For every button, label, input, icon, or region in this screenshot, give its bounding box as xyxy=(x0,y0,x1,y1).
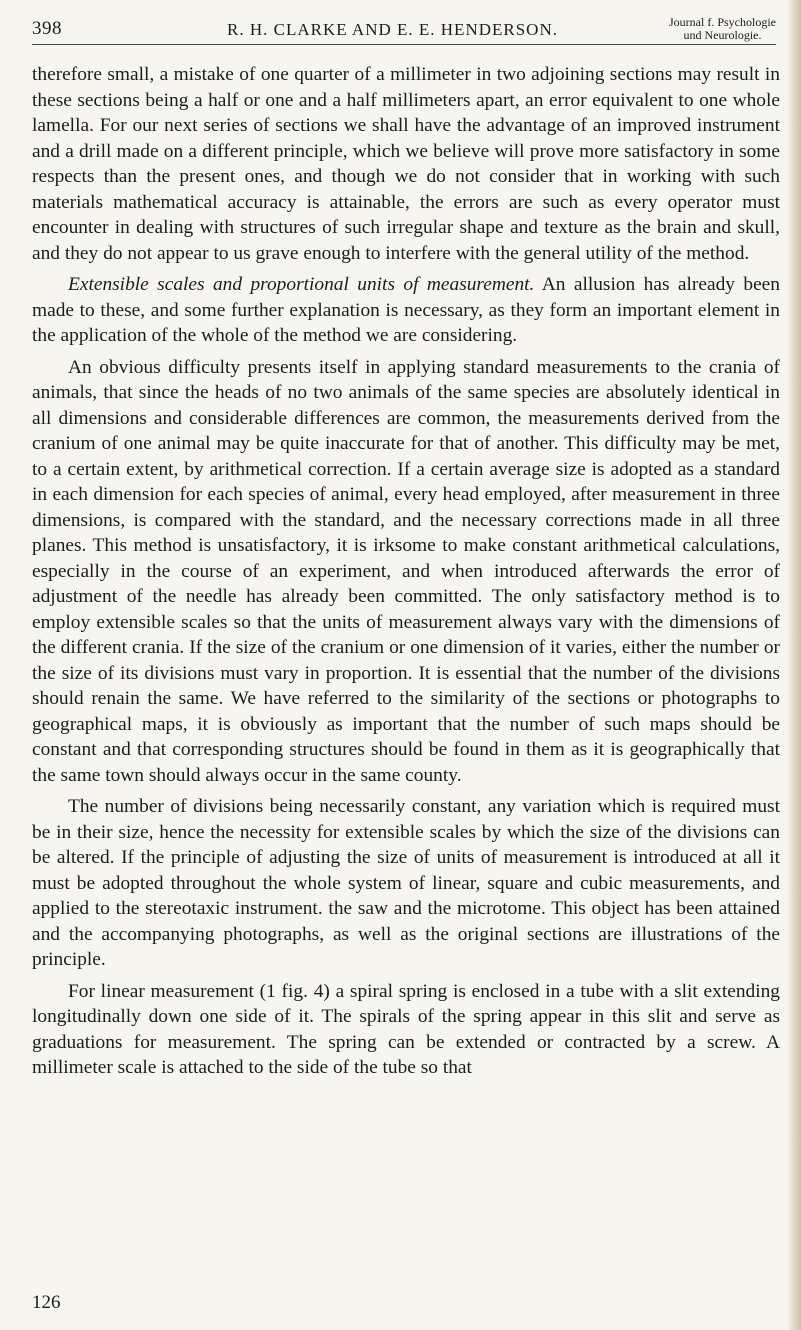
running-head xyxy=(32,12,784,46)
body-text xyxy=(32,62,780,1081)
header-rule xyxy=(32,44,776,45)
page-binding-edge xyxy=(787,0,801,1330)
paragraph-number-of-divisions: The number of divisions being necessarily constant, any variation which is required must be in their size, hence the necessity for extensible scales by which the size of the divisions can be altered. If the principle of adjusting the size of units of measurement is introduced at all it must be adopted throughout the whole system of linear, square and cubic measurements, and applied to the stereotaxic instrument. the saw and the microtome. This object has been attained and the accompanying photographs, as well as the original sections are illustrations of the principle. xyxy=(32,796,780,970)
journal-name-line-2: und Neurologie. xyxy=(683,28,762,42)
paragraph-extensible-scales xyxy=(32,272,780,349)
paragraph-text: An allusion has already been made to these, and some further explanation is necessary, as they form an important element in the application of the whole of the method we are considering. xyxy=(32,274,780,346)
paragraph-continuation: therefore small, a mistake of one quarter of a millimeter in two adjoining sections may result in these sections being a half or one and a half millimeters apart, an error equivalent to one whole lamella. For our next series of sections we shall have the advantage of an improved instrument and a drill made on a different principle, which we believe will prove more satisfactory in some respects than the present ones, and though we do not consider that in working with such materials mathematical accuracy is attainable, the errors are such as every operator must encounter in dealing with structures of such irregular shape and texture as the brain and skull, and they do not appear to us grave enough to interfere with the general utility of the method. xyxy=(32,64,780,264)
page-number: 398 xyxy=(32,18,62,39)
running-head-authors: R. H. CLARKE AND E. E. HENDERSON. xyxy=(227,20,558,39)
journal-name-line-1: Journal f. Psychologie xyxy=(669,15,776,29)
paragraph-obvious-difficulty: An obvious difficulty presents itself in applying standard measurements to the crania of animals, that since the heads of no two animals of the same species are absolutely identical in all dimensions and considerable differences are common, the measurements derived from the cranium of one animal may be quite inaccurate for that of another. This difficulty may be met, to a certain extent, by arithmetical correction. If a certain average size is adopted as a standard in each dimension for each species of animal, every head employed, after measurement in three dimensions, is compared with the standard, and the necessary corrections made in all three planes. This method is unsatisfactory, it is irksome to make constant arithmetical calculations, especially in the course of an experiment, and when introduced afterwards the error of adjustment of the needle has already been committed. The only satisfactory method is to employ extensible scales so that the units of measurement always vary with the dimensions of the different crania. If the size of the cranium or one dimension of it varies, either the number or the size of its divisions must vary in proportion. It is essential that the number of the divisions should renain the same. We have referred to the similarity of the sections or photographs to geographical maps, it is obviously as important that the number of such maps should be constant and that corresponding structures should be found in them as it is geographically that the same town should always occur in the same county. xyxy=(32,356,780,786)
section-title: Extensible scales and proportional units of measurement. xyxy=(68,274,535,295)
signature-mark: 126 xyxy=(32,1292,61,1313)
journal-name xyxy=(669,16,776,42)
paragraph-linear-measurement: For linear measurement (1 fig. 4) a spiral spring is enclosed in a tube with a slit extending longitudinally down one side of it. The spirals of the spring appear in this slit and serve as graduations for measurement. The spring can be extended or contracted by a screw. A millimeter scale is attached to the side of the tube so that xyxy=(32,980,780,1078)
